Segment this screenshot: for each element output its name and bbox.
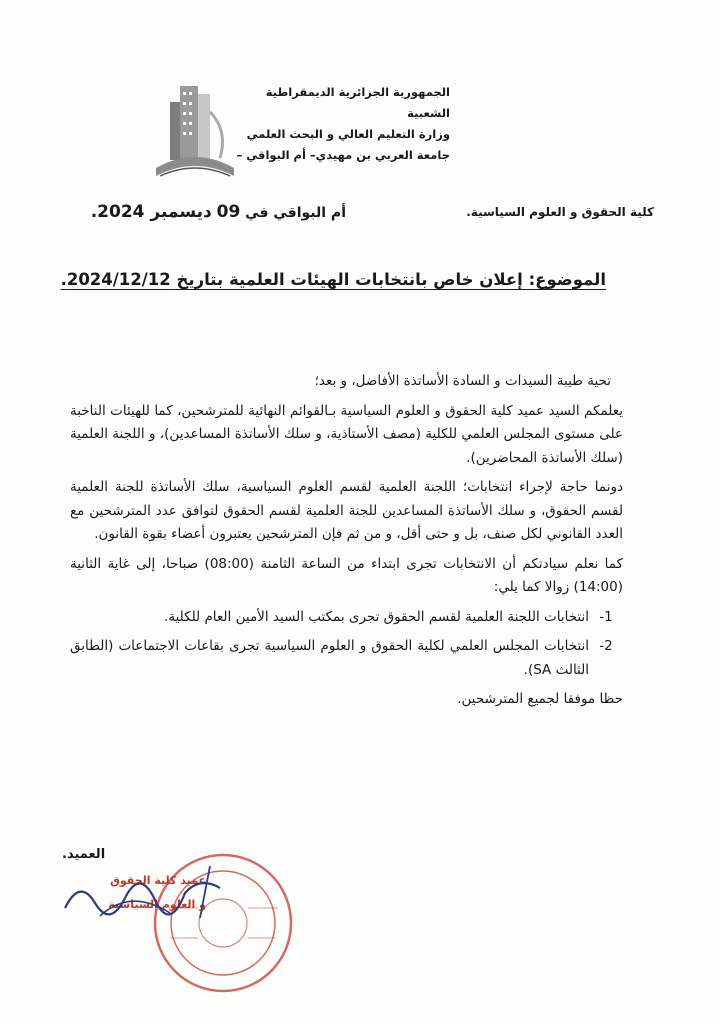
date-line	[91, 202, 346, 222]
university-line: جامعة العربي بن مهيدي– أم البواقي –	[236, 148, 450, 162]
handwritten-signature	[60, 858, 230, 928]
paragraph-2: دونما حاجة لإجراء انتخابات؛ اللجنة العلمية لقسم العلوم السياسية، سلك الأساتذة للجنة العلمية لقسم الحقوق، و سلك الأساتذة المساعدين للجنة العلمية لقسم الحقوق لتوافق عدد المترشحين مع العدد القانوني لكل صنف، بل و حتى أقل، و من ثم فإن المترشحين يعتبرون أعضاء بقوة القانون.	[70, 479, 623, 542]
date-day: 09	[216, 202, 241, 222]
letter-body	[70, 370, 623, 712]
dean-title: العميد.	[62, 847, 106, 862]
faculty-name: كلية الحقوق و العلوم السياسية.	[466, 205, 654, 219]
meta-row	[62, 202, 654, 226]
list-text: انتخابات المجلس العلمي لكلية الحقوق و العلوم السياسية تجرى بقاعات الاجتماعات (الطابق الثالث SA).	[70, 638, 589, 678]
greeting: تحية طيبة السيدات و السادة الأساتذة الأفاضل، و بعد؛	[314, 373, 611, 389]
subject-line: الموضوع: إعلان خاص بانتخابات الهيئات العلمية بتاريخ 2024/12/12.	[60, 270, 606, 289]
closing-line: حظا موفقا لجميع المترشحين.	[457, 691, 623, 707]
list-number: 1-	[599, 608, 613, 625]
paragraph-3: كما نعلم سيادتكم أن الانتخابات تجرى ابتداء من الساعة الثامنة (08:00) صباحا، إلى غاية الثانية (14:00) زوالا كما يلي:	[70, 555, 623, 595]
letterhead	[230, 82, 450, 166]
list-item	[70, 635, 623, 682]
election-list	[70, 606, 623, 683]
stamp-line-2: و العلوم السياسية	[108, 898, 206, 911]
stamp-line-1: عميد كلية الحقوق	[110, 874, 206, 887]
ministry-line: وزارة التعليم العالي و البحث العلمي	[246, 127, 450, 141]
list-text: انتخابات اللجنة العلمية لقسم الحقوق تجرى بمكتب السيد الأمين العام للكلية.	[164, 608, 589, 625]
date-prefix: أم البواقي في	[245, 205, 346, 221]
list-number: 2-	[599, 638, 613, 654]
list-item	[70, 606, 623, 630]
republic-line: الجمهورية الجزائرية الديمقراطية الشعبية	[265, 85, 450, 120]
paragraph-1: يعلمكم السيد عميد كلية الحقوق و العلوم السياسية بـالقوائم النهائية للمترشحين، كما للهيئات الناخبة على مستوى المجلس العلمي للكلية (مصف الأستاذية، و سلك الأساتذة المساعدين)، و اللجنة العلمية (سلك الأساتذة المحاضرين).	[70, 402, 623, 466]
university-logo	[150, 72, 240, 190]
date-rest: ديسمبر 2024.	[90, 202, 212, 222]
